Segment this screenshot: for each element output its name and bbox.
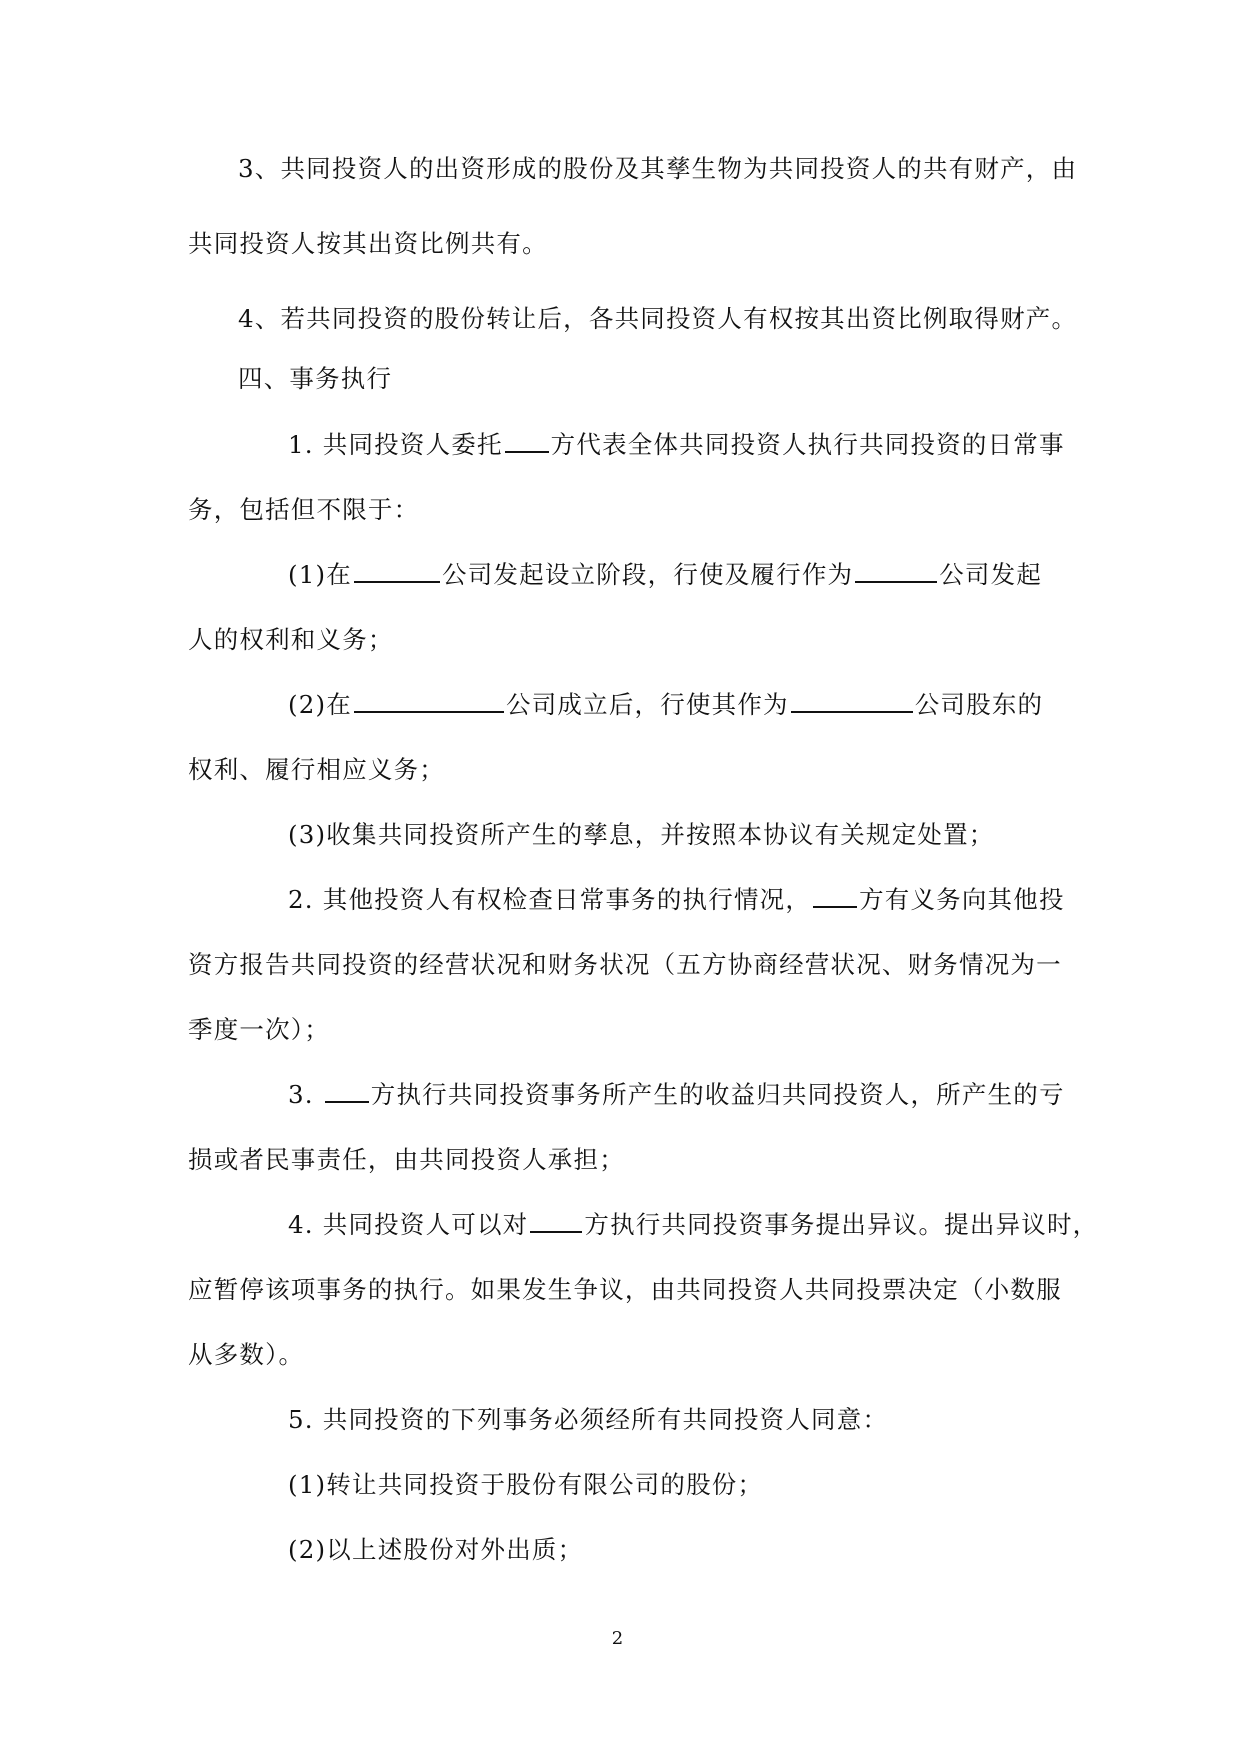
item-2-line-2: 权利、履行相应义务； [188, 755, 445, 784]
clause-2-text-a: 2. 其他投资人有权检查日常事务的执行情况， [288, 885, 812, 914]
blank-field [505, 429, 549, 453]
clause-5-item-1: (1)转让共同投资于股份有限公司的股份； [288, 1470, 764, 1499]
item-1-line-1 [288, 558, 1042, 592]
clause-3-text-b: 方执行共同投资事务所产生的收益归共同投资人，所产生的亏 [370, 1080, 1065, 1109]
clause-3-line-1 [288, 1078, 1065, 1112]
blank-field [855, 559, 937, 583]
blank-field [354, 689, 504, 713]
page-number: 2 [611, 1628, 624, 1649]
blank-field [813, 884, 857, 908]
clause-1-text-b: 方代表全体共同投资人执行共同投资的日常事 [550, 430, 1065, 459]
clause-2-line-1 [288, 883, 1065, 917]
clause-5-item-2: (2)以上述股份对外出质； [288, 1535, 584, 1564]
clause-1-line-2: 务，包括但不限于： [188, 495, 420, 524]
paragraph-4-line-1: 4、若共同投资的股份转让后，各共同投资人有权按其出资比例取得财产。 [238, 304, 1078, 333]
blank-field [354, 559, 440, 583]
clause-5-line-1: 5. 共同投资的下列事务必须经所有共同投资人同意： [288, 1405, 889, 1434]
clause-3-line-2: 损或者民事责任，由共同投资人承担； [188, 1145, 625, 1174]
clause-4-line-3: 从多数）。 [188, 1340, 305, 1369]
clause-1-text-a: 1. 共同投资人委托 [288, 430, 503, 459]
clause-4-text-a: 4. 共同投资人可以对 [288, 1210, 529, 1239]
blank-field [325, 1079, 369, 1103]
clause-1-line-1 [288, 428, 1065, 462]
item-2-text-c: 公司股东的 [914, 690, 1044, 719]
item-3-line-1: (3)收集共同投资所产生的孳息，并按照本协议有关规定处置； [288, 820, 995, 849]
section-heading-affairs-execution: 四、事务执行 [238, 364, 393, 393]
item-1-text-b: 公司发起设立阶段，行使及履行作为 [442, 560, 854, 589]
item-2-text-b: 公司成立后，行使其作为 [506, 690, 789, 719]
clause-3-text-a: 3. [288, 1080, 323, 1109]
clause-2-text-b: 方有义务向其他投 [859, 885, 1065, 914]
blank-field [791, 689, 913, 713]
clause-4-text-b: 方执行共同投资事务提出异议。提出异议时， [584, 1210, 1099, 1239]
item-1-line-2: 人的权利和义务； [188, 625, 394, 654]
paragraph-3-line-2: 共同投资人按其出资比例共有。 [188, 229, 548, 258]
blank-field [530, 1209, 582, 1233]
item-2-text-a: (2)在 [288, 690, 353, 719]
item-1-text-a: (1)在 [288, 560, 353, 589]
clause-2-line-3: 季度一次）； [188, 1015, 330, 1044]
item-2-line-1 [288, 688, 1043, 722]
paragraph-3-line-1: 3、共同投资人的出资形成的股份及其孳生物为共同投资人的共有财产，由 [238, 154, 1078, 183]
item-1-text-c: 公司发起 [939, 560, 1043, 589]
clause-4-line-1 [288, 1208, 1098, 1242]
clause-2-line-2: 资方报告共同投资的经营状况和财务状况（五方协商经营状况、财务情况为一 [188, 950, 1062, 979]
clause-4-line-2: 应暂停该项事务的执行。如果发生争议，由共同投资人共同投票决定（小数服 [188, 1275, 1062, 1304]
